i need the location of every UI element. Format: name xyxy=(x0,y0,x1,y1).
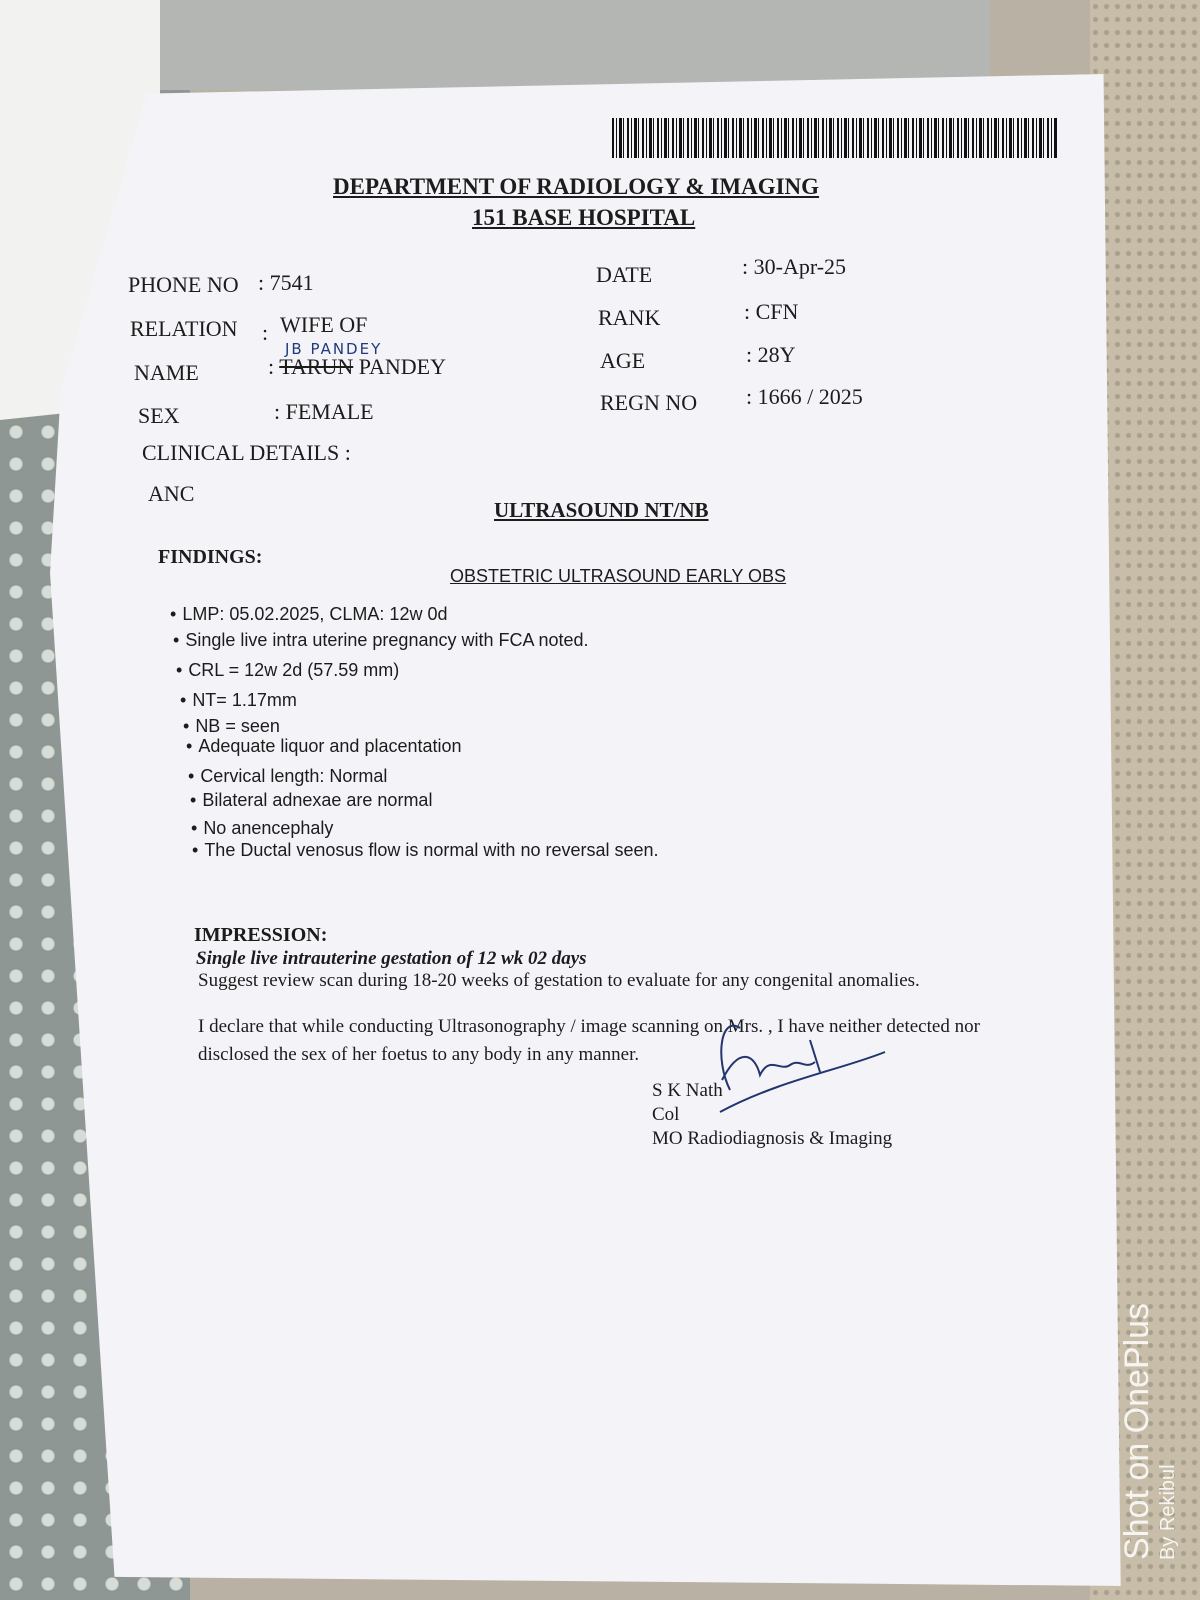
relation-value: WIFE OF xyxy=(280,312,368,337)
regn-value: : 1666 / 2025 xyxy=(746,384,863,409)
findings-label: FINDINGS: xyxy=(158,546,263,568)
finding-item: • The Ductal venosus flow is normal with no reversal seen. xyxy=(192,840,659,861)
declaration-line-1: I declare that while conducting Ultrasonography / image scanning on Mrs. , I have neither detected nor xyxy=(198,1016,980,1037)
finding-item: • Single live intra uterine pregnancy with FCA noted. xyxy=(173,630,589,651)
phone-label: PHONE NO xyxy=(128,272,239,297)
finding-item: • CRL = 12w 2d (57.59 mm) xyxy=(176,660,399,681)
department-title: DEPARTMENT OF RADIOLOGY & IMAGING xyxy=(333,174,820,199)
finding-item: • Cervical length: Normal xyxy=(188,766,387,787)
name-struck-text: TARUN xyxy=(279,354,354,379)
finding-item: • No anencephaly xyxy=(191,818,333,839)
clinical-details-label: CLINICAL DETAILS : xyxy=(142,440,351,465)
phone-value: : 7541 xyxy=(258,270,314,295)
sex-label: SEX xyxy=(138,403,180,428)
exam-title: ULTRASOUND NT/NB xyxy=(494,498,709,522)
signature-scribble xyxy=(700,1010,900,1120)
finding-item: • LMP: 05.02.2025, CLMA: 12w 0d xyxy=(170,604,447,625)
impression-diagnosis: Single live intrauterine gestation of 12 wk 02 days xyxy=(196,948,587,969)
finding-item: • NB = seen xyxy=(183,716,280,737)
finding-item: • Bilateral adnexae are normal xyxy=(190,790,432,811)
age-label: AGE xyxy=(600,348,646,373)
regn-label: REGN NO xyxy=(600,390,698,415)
barcode-icon xyxy=(612,118,1058,158)
signatory-designation: MO Radiodiagnosis & Imaging xyxy=(652,1128,893,1149)
signatory-name: S K Nath xyxy=(652,1080,723,1101)
rank-label: RANK xyxy=(598,305,661,330)
declaration-line-2: disclosed the sex of her foetus to any body in any manner. xyxy=(198,1044,640,1065)
sex-value: : FEMALE xyxy=(274,399,374,424)
watermark-sub: By Rekibul xyxy=(1157,1464,1179,1560)
clinical-details-value: ANC xyxy=(148,481,195,506)
relation-label: RELATION xyxy=(130,316,238,341)
finding-item: • NT= 1.17mm xyxy=(180,690,297,711)
name-colon: : xyxy=(268,354,275,379)
findings-subtitle: OBSTETRIC ULTRASOUND EARLY OBS xyxy=(450,566,787,586)
signatory-rank: Col xyxy=(652,1104,680,1125)
date-label: DATE xyxy=(596,262,653,287)
hospital-title: 151 BASE HOSPITAL xyxy=(472,205,696,230)
date-value: : 30-Apr-25 xyxy=(742,254,847,279)
age-value: : 28Y xyxy=(746,342,796,367)
camera-watermark xyxy=(1118,1303,1180,1560)
name-surname: PANDEY xyxy=(358,354,446,379)
impression-label: IMPRESSION: xyxy=(194,924,328,946)
name-value xyxy=(268,354,446,380)
relation-colon: : xyxy=(262,320,269,345)
background-surface xyxy=(90,0,990,90)
finding-item: • Adequate liquor and placentation xyxy=(186,736,462,757)
impression-recommendation: Suggest review scan during 18-20 weeks of gestation to evaluate for any congenital anomalies. xyxy=(198,970,920,991)
rank-value: : CFN xyxy=(744,299,799,324)
name-label: NAME xyxy=(134,360,199,385)
watermark-main: Shot on OnePlus xyxy=(1118,1302,1156,1560)
handwritten-name-correction: JB PANDEY xyxy=(285,340,383,358)
